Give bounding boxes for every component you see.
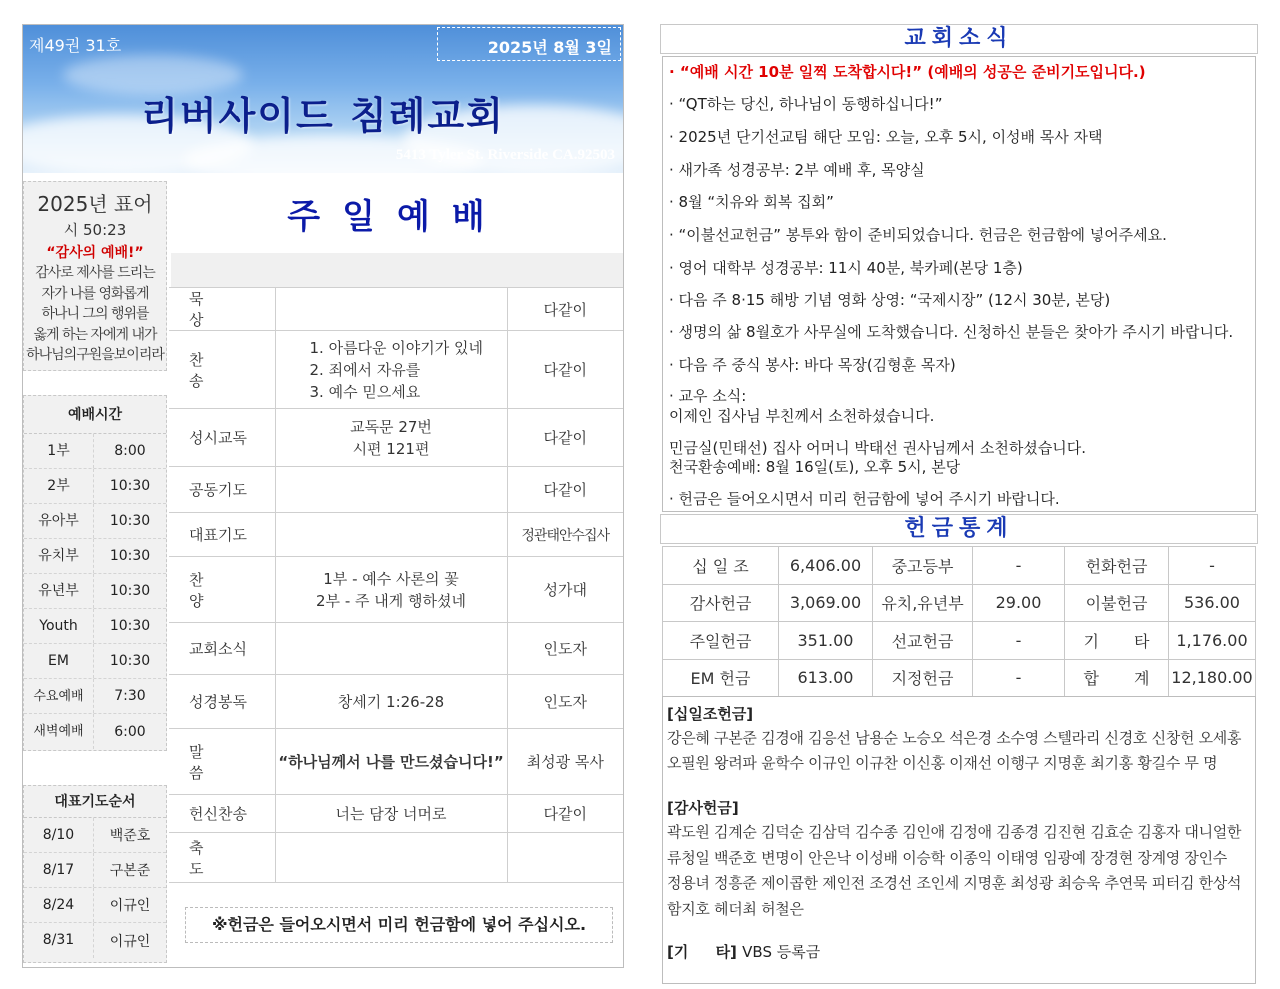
order-content: 교독문 27번 시편 121편 xyxy=(275,409,507,467)
service-name: 2부 xyxy=(24,469,94,503)
stats-value: 12,180.00 xyxy=(1169,659,1256,697)
service-name: EM xyxy=(24,644,94,678)
bulletin-right-page xyxy=(660,24,1258,984)
order-item: 대표기도 xyxy=(169,513,275,557)
news-item: · 헌금은 들어오시면서 미리 헌금함에 넣어 주시기 바랍니다. xyxy=(669,490,1060,508)
sermon-title: “하나님께서 나를 만드셨습니다!” xyxy=(275,729,507,795)
news-item: · “예배 시간 10분 일찍 도착합시다!” (예배의 성공은 준비기도입니다.) xyxy=(669,63,1146,81)
order-row xyxy=(169,675,623,729)
news-item: 이제인 집사님 부친께서 소천하셨습니다. xyxy=(669,407,935,425)
order-content: 1. 아름다운 이야기가 있네 2. 죄에서 자유를 3. 예수 믿으세요 xyxy=(275,331,507,409)
order-item: 묵 상 xyxy=(169,288,275,331)
order-item: 성경봉독 xyxy=(169,675,275,729)
stats-label: 십 일 조 xyxy=(663,547,779,585)
order-leader: 다같이 xyxy=(507,467,623,513)
order-leader: 최성광 목사 xyxy=(507,729,623,795)
motto-title: 2025년 표어 xyxy=(37,192,153,216)
order-leader: 다같이 xyxy=(507,331,623,409)
tithe-names: 오필원 왕려파 윤학수 이규인 이규찬 이신홍 이재선 이행구 지명훈 최기홍 황길수 무 명 xyxy=(667,754,1218,772)
thanks-label: [감사헌금] xyxy=(667,799,739,817)
stats-value: 29.00 xyxy=(973,584,1065,622)
news-item: · 다음 주 중식 봉사: 바다 목장(김형훈 목자) xyxy=(669,356,956,374)
motto-quote: “감사의 예배!” xyxy=(46,245,144,261)
prayer-title: 대표기도순서 xyxy=(24,786,166,818)
service-time: 10:30 xyxy=(109,478,151,494)
schedule-row xyxy=(24,504,166,539)
order-item: 헌신찬송 xyxy=(169,795,275,833)
stats-value: - xyxy=(973,659,1065,697)
order-item: 성시교독 xyxy=(169,409,275,467)
stats-row xyxy=(663,547,1256,585)
stats-label: 이불헌금 xyxy=(1065,584,1169,622)
date-box xyxy=(437,27,621,61)
motto-line: 자가 나를 영화롭게 xyxy=(41,285,149,302)
stats-label: 유치,유년부 xyxy=(873,584,973,622)
prayer-row xyxy=(24,923,166,958)
other-value: VBS 등록금 xyxy=(742,943,821,961)
news-item: · 8월 “치유와 회복 집회” xyxy=(669,193,834,211)
schedule-row xyxy=(24,679,166,714)
motto-reference: 시 50:23 xyxy=(63,221,127,239)
news-item: · 교우 소식: xyxy=(669,387,747,405)
volume-number: 제49권 31호 xyxy=(29,36,122,55)
service-time: 6:00 xyxy=(114,723,146,740)
church-address: 5413 Tyler St. Riverside CA.92503 xyxy=(395,147,615,163)
order-leader: 정관태안수집사 xyxy=(507,513,623,557)
service-name: 수요예배 xyxy=(24,679,94,713)
service-time: 10:30 xyxy=(109,513,151,529)
prayer-date: 8/31 xyxy=(24,923,94,958)
order-row xyxy=(169,795,623,833)
schedule-row xyxy=(24,434,166,469)
order-content xyxy=(275,288,507,331)
schedule-row xyxy=(24,609,166,644)
motto-verse xyxy=(24,263,166,366)
order-leader: 다같이 xyxy=(507,795,623,833)
stats-row xyxy=(663,584,1256,622)
order-content xyxy=(275,513,507,557)
order-leader: 다같이 xyxy=(507,409,623,467)
news-item: · 영어 대학부 성경공부: 11시 40분, 북카페(본당 1층) xyxy=(669,259,1023,277)
worship-header-strip xyxy=(171,253,623,287)
thanks-names: 정용녀 정흥준 제이콥한 제인전 조경선 조인세 지명훈 최성광 최승욱 추연묵 피터김 한상석 xyxy=(667,874,1242,892)
order-content xyxy=(275,467,507,513)
order-leader: 인도자 xyxy=(507,623,623,675)
stats-value: - xyxy=(1169,547,1256,585)
service-time: 10:30 xyxy=(109,653,151,669)
order-content: 창세기 1:26-28 xyxy=(275,675,507,729)
motto-line: 하나님의구원을보이리라 xyxy=(26,347,164,363)
order-item: 말 씀 xyxy=(169,729,275,795)
news-item: · “이불선교헌금” 봉투와 함이 준비되었습니다. 헌금은 헌금함에 넣어주세요. xyxy=(669,226,1167,244)
order-item: 찬 양 xyxy=(169,557,275,623)
tithe-names: 강은혜 구본준 김경애 김응선 남용순 노승오 석은경 소수영 스텔라리 신경호 신창헌 오세홍 xyxy=(667,729,1242,747)
prayer-leader: 이규인 xyxy=(109,933,151,950)
offering-stats-title: 헌금통계 xyxy=(660,514,1258,544)
worship-order-table xyxy=(169,287,623,883)
order-leader xyxy=(507,833,623,883)
service-name: 유아부 xyxy=(24,504,94,538)
motto-line: 하나니 그의 행위를 xyxy=(41,306,149,322)
order-row xyxy=(169,833,623,883)
schedule-title: 예배시간 xyxy=(24,396,166,434)
prayer-date: 8/24 xyxy=(24,888,94,922)
news-item: · 새가족 성경공부: 2부 예배 후, 목양실 xyxy=(669,161,925,179)
stats-label: 합 계 xyxy=(1065,659,1169,697)
order-item: 교회소식 xyxy=(169,623,275,675)
order-row xyxy=(169,513,623,557)
order-leader: 인도자 xyxy=(507,675,623,729)
prayer-date: 8/17 xyxy=(24,853,94,887)
order-row xyxy=(169,729,623,795)
stats-row xyxy=(663,659,1256,697)
thanks-names: 곽도원 김계순 김덕순 김삼덕 김수종 김인애 김정애 김종경 김진현 김효순 김홍자 대니얼한 xyxy=(667,823,1242,841)
prayer-row xyxy=(24,818,166,853)
schedule-row xyxy=(24,714,166,749)
order-row xyxy=(169,557,623,623)
stats-value: 613.00 xyxy=(779,659,873,697)
stats-label: 기 타 xyxy=(1065,622,1169,660)
schedule-row xyxy=(24,644,166,679)
service-time: 10:30 xyxy=(109,583,151,599)
prayer-row xyxy=(24,853,166,888)
news-item: · 2025년 단기선교팀 해단 모임: 오늘, 오후 5시, 이성배 목사 자택 xyxy=(669,128,1103,146)
stats-label: EM 헌금 xyxy=(663,659,779,697)
news-item: · “QT하는 당신, 하나님이 동행하십니다!” xyxy=(669,95,943,113)
worship-title: 주일예배 xyxy=(287,197,507,237)
other-label: [기 타] VBS 등록금 xyxy=(667,943,821,961)
prayer-leader: 구본준 xyxy=(109,863,151,879)
order-row xyxy=(169,331,623,409)
news-item: · 생명의 삶 8월호가 사무실에 도착했습니다. 신청하신 분들은 찾아가 주시기 바랍니다. xyxy=(669,323,1234,341)
service-name: 새벽예배 xyxy=(24,714,94,749)
thanks-names: 류청일 백준호 변명이 안은낙 이성배 이승학 이종익 이태영 임광예 장경현 장계영 장인수 xyxy=(667,849,1227,867)
news-item: · 다음 주 8·15 해방 기념 영화 상영: “국제시장” (12시 30분, 본당) xyxy=(669,291,1111,309)
prayer-date: 8/10 xyxy=(24,818,94,852)
stats-label: 지정헌금 xyxy=(873,659,973,697)
stats-value: - xyxy=(973,622,1065,660)
stats-value: 536.00 xyxy=(1169,584,1256,622)
stats-value: 351.00 xyxy=(779,622,873,660)
news-item: 민금실(민태선) 집사 어머니 박태선 권사님께서 소천하셨습니다. xyxy=(669,439,1087,457)
stats-value: - xyxy=(973,547,1065,585)
stats-label: 중고등부 xyxy=(873,547,973,585)
news-item: 천국환송예배: 8월 16일(토), 오후 5시, 본당 xyxy=(669,458,961,476)
stats-value: 3,069.00 xyxy=(779,584,873,622)
order-leader: 다같이 xyxy=(507,288,623,331)
motto-line: 옳게 하는 자에게 내가 xyxy=(33,326,157,343)
order-content: 너는 담장 너머로 xyxy=(275,795,507,833)
schedule-row xyxy=(24,469,166,504)
service-name: 유치부 xyxy=(24,539,94,573)
service-time: 8:00 xyxy=(114,443,146,459)
prayer-leader: 백준호 xyxy=(109,828,151,844)
order-content: 1부 - 예수 사론의 꽃 2부 - 주 내게 행하셨네 xyxy=(275,557,507,623)
stats-row xyxy=(663,622,1256,660)
service-time: 10:30 xyxy=(109,548,151,564)
bulletin-date: 2025년 8월 3일 xyxy=(487,38,612,57)
schedule-row xyxy=(24,574,166,609)
order-row xyxy=(169,467,623,513)
stats-label: 감사헌금 xyxy=(663,584,779,622)
motto-line: 감사로 제사를 드리는 xyxy=(35,265,155,281)
thanks-names: 함지호 헤더최 허철은 xyxy=(667,900,804,918)
service-name: Youth xyxy=(24,609,94,643)
order-row xyxy=(169,623,623,675)
stats-value: 6,406.00 xyxy=(779,547,873,585)
prayer-row xyxy=(24,888,166,923)
stats-label: 헌화헌금 xyxy=(1065,547,1169,585)
church-news xyxy=(662,56,1256,512)
order-leader: 성가대 xyxy=(507,557,623,623)
tithe-label: [십일조헌금] xyxy=(667,705,754,723)
bulletin-left-page xyxy=(22,24,624,968)
order-item: 축 도 xyxy=(169,833,275,883)
prayer-rotation xyxy=(23,785,167,963)
order-item: 찬 송 xyxy=(169,331,275,409)
order-row xyxy=(169,409,623,467)
order-content xyxy=(275,833,507,883)
schedule-row xyxy=(24,539,166,574)
header-banner xyxy=(23,25,623,173)
offering-note: ※헌금은 들어오시면서 미리 헌금함에 넣어 주십시오. xyxy=(185,907,613,943)
prayer-leader: 이규인 xyxy=(109,898,151,914)
stats-label: 선교헌금 xyxy=(873,622,973,660)
order-item: 공동기도 xyxy=(169,467,275,513)
order-content xyxy=(275,623,507,675)
yearly-motto xyxy=(23,181,167,371)
order-row xyxy=(169,288,623,331)
service-time: 10:30 xyxy=(109,618,151,634)
church-name: 리버사이드 침례교회 xyxy=(141,94,505,138)
service-name: 1부 xyxy=(24,434,94,468)
donor-list xyxy=(662,696,1256,984)
service-name: 유년부 xyxy=(24,574,94,608)
offering-stats-table xyxy=(662,546,1256,697)
service-time: 7:30 xyxy=(114,688,146,704)
stats-value: 1,176.00 xyxy=(1169,622,1256,660)
worship-schedule xyxy=(23,395,167,751)
news-title: 교회소식 xyxy=(660,24,1258,54)
stats-label: 주일헌금 xyxy=(663,622,779,660)
